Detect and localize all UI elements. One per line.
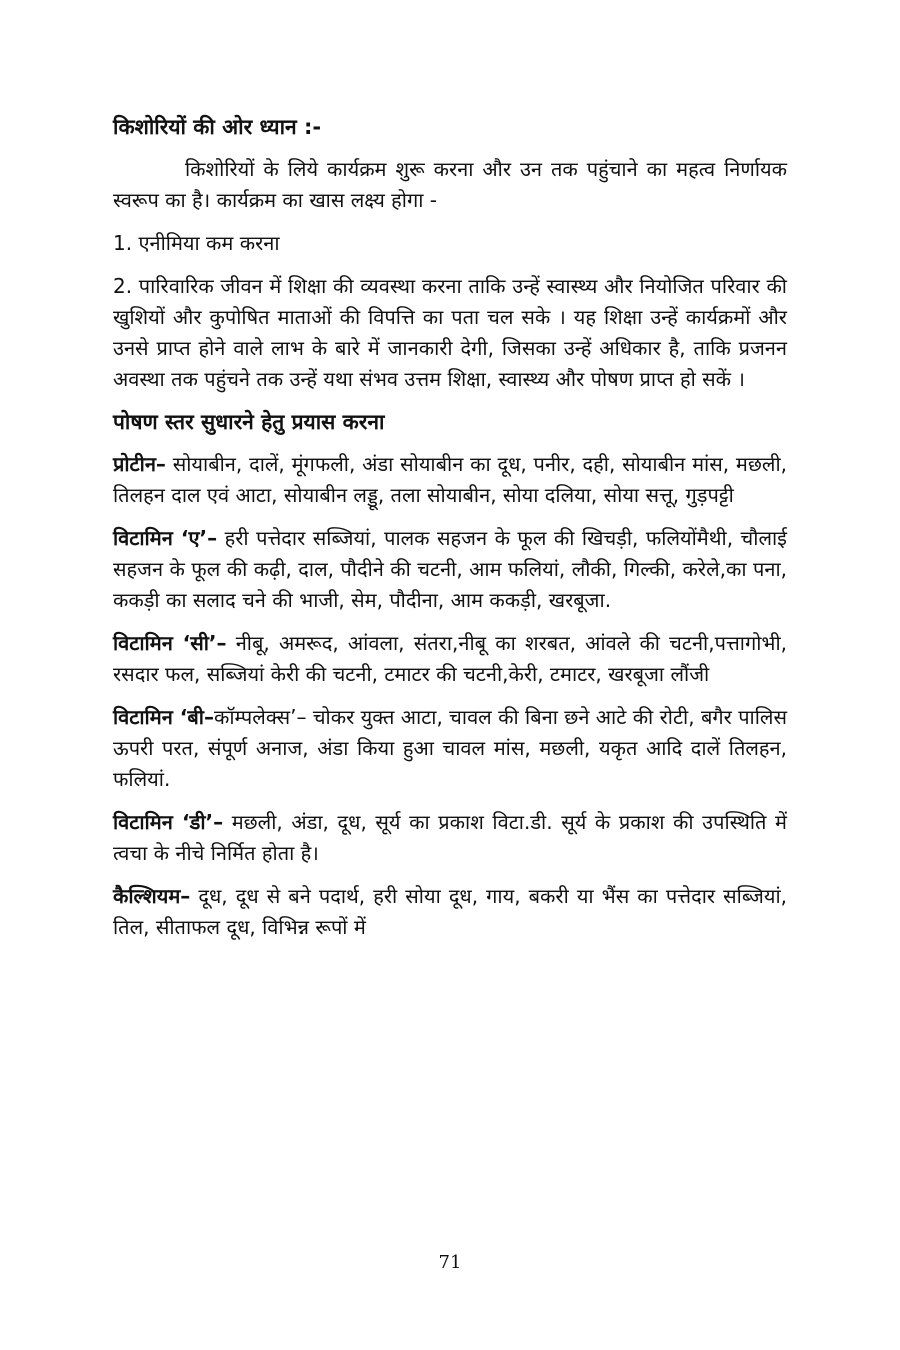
nutrient-text: कॉम्पलेक्स’– चोकर युक्त आटा, चावल की बिना छने आटे की रोटी, बगैर पालिस ऊपरी परत, संपूर्ण अनाज, अंडा किया हुआ चावल मांस, मछली, यकृत आदि दालें तिलहन, फलियां. — [113, 705, 787, 791]
nutrient-vitamin-b — [113, 702, 787, 795]
nutrient-label: विटामिन ‘सी’– — [113, 631, 227, 655]
nutrient-label: विटामिन ‘बी– — [113, 705, 214, 729]
nutrient-text: मछली, अंडा, दूध, सूर्य का प्रकाश विटा.डी. सूर्य के प्रकाश की उपस्थिति में त्वचा के नीचे निर्मित होता है। — [113, 810, 787, 865]
point-1: 1. एनीमिया कम करना — [113, 231, 280, 255]
nutrient-calcium — [113, 881, 787, 943]
nutrient-label: कैल्शियम– — [113, 884, 191, 908]
nutrient-text: सोयाबीन, दालें, मूंगफली, अंडा सोयाबीन का दूध, पनीर, दही, सोयाबीन मांस, मछली, तिलहन दाल एवं आटा, सोयाबीन लड्डू, तला सोयाबीन, सोया दलिया, सोया सत्तू, गुड़पट्टी — [113, 452, 787, 507]
page-number: 71 — [438, 1252, 462, 1273]
nutrient-protein — [113, 449, 787, 511]
intro-paragraph: किशोरियों के लिये कार्यक्रम शुरू करना और उन तक पहुंचाने का महत्व निर्णायक स्वरूप का है। कार्यक्रम का खास लक्ष्य होगा - — [113, 157, 787, 212]
nutrient-vitamin-a — [113, 523, 787, 616]
nutrient-label: विटामिन ‘ए’– — [113, 526, 218, 550]
nutrient-text: नीबू, अमरूद, आंवला, संतरा,नीबू का शरबत, आंवले की चटनी,पत्तागोभी, रसदार फल, सब्जियां केरी की चटनी, टमाटर की चटनी,केरी, टमाटर, खरबूजा लौंजी — [113, 631, 787, 686]
nutrient-text: दूध, दूध से बने पदार्थ, हरी सोया दूध, गाय, बकरी या भैंस का पत्तेदार सब्जियां, तिल, सीताफल दूध, विभिन्न रूपों में — [113, 884, 787, 939]
section-heading-adolescents: किशोरियों की ओर ध्यान :- — [113, 115, 322, 139]
document-page — [113, 112, 787, 955]
nutrient-text: हरी पत्तेदार सब्जियां, पालक सहजन के फूल की खिचड़ी, फलियोंमैथी, चौलाई सहजन के फूल की कढ़ी, दाल, पौदीने की चटनी, आम फलियां, लौकी, गिल्की, करेले,का पना, ककड़ी का सलाद चने की भाजी, सेम, पौदीना, आम ककड़ी, खरबूजा. — [113, 526, 788, 612]
nutrient-label: विटामिन ‘डी’– — [113, 810, 224, 834]
point-2: 2. पारिवारिक जीवन में शिक्षा की व्यवस्था करना ताकि उन्हें स्वास्थ्य और नियोजित परिवार की खुशियों और कुपोषित माताओं की विपत्ति का पता चल सके । यह शिक्षा उन्हें कार्यक्रमों और उनसे प्राप्त होने वाले लाभ के बारे में जानकारी देगी, जिसका उन्हें अधिकार है, ताकि प्रजनन अवस्था तक पहुंचने तक उन्हें यथा संभव उत्तम शिक्षा, स्वास्थ्य और पोषण प्राप्त हो सकें । — [113, 274, 787, 391]
nutrient-vitamin-d — [113, 807, 787, 869]
section-heading-nutrition: पोषण स्तर सुधारने हेतु प्रयास करना — [113, 410, 385, 434]
nutrient-vitamin-c — [113, 628, 787, 690]
nutrient-label: प्रोटीन– — [113, 452, 166, 476]
